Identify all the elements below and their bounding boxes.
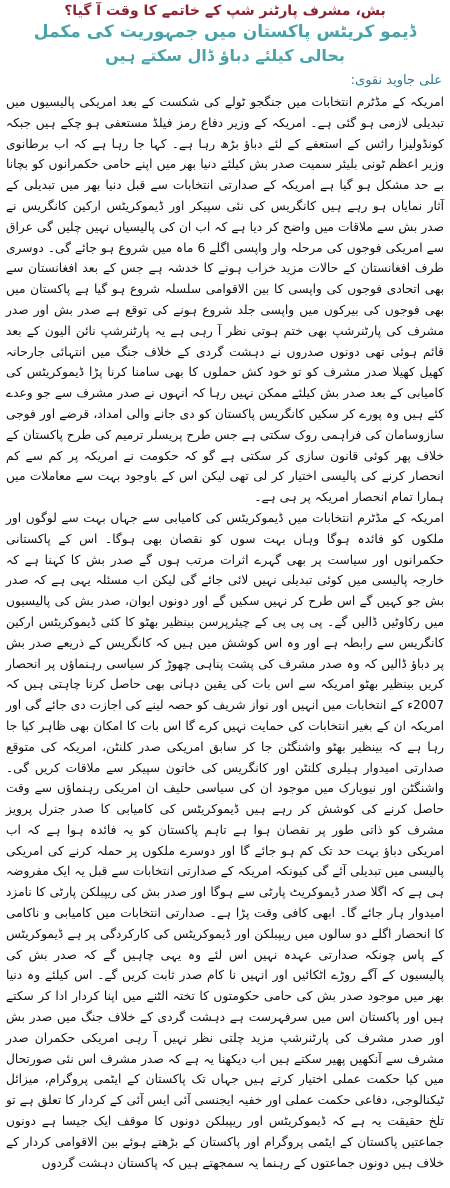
article-kicker: بش، مشرف پارٹنر شپ کے خاتمے کا وقت آ گیا؟ bbox=[64, 3, 386, 19]
article-paragraph-1: امریکہ کے مڈٹرم انتخابات میں جنگجو ٹولے کی شکست کے بعد امریکی پالیسیوں میں تبدیلی لازمی ہو گئی ہے۔ امریکہ کے وزیر دفاع رمز فیلڈ مستعفی ہو چکے ہیں جبکہ کونڈولیزا رائس کے استعفے کے لئے دباؤ بڑھ رہا ہے۔ کہا جا رہا ہے کہ اب برطانوی وزیر اعظم ٹونی بلیئر سمیت صدر بش کیلئے دنیا بھر میں اپنے حامی حکمرانوں کو بچانا بے حد مشکل ہو گیا ہے امریکہ کے صدارتی انتخابات سے قبل دنیا بھر میں تبدیلی کے آثار نمایاں ہو رہے ہیں کانگریس کی نئی سپیکر اور ڈیموکریٹس ارکین کانگریس نے صدر بش سے ملاقات میں واضح کر دیا ہے کہ اب ان کی پالیسیاں نہیں چلیں گی عراق سے امریکی فوجوں کی مرحلہ وار واپسی اگلے 6 ماہ میں شروع ہو جائے گی۔ دوسری طرف افغانستان کے حالات مزید خراب ہونے کا خدشہ ہے جس کے بعد افغانستان سے بھی اتحادی فوجوں کی واپسی کا بین الاقوامی سلسلہ شروع ہو گیا ہے پاکستان میں بھی فوجوں کی بیرکوں میں واپسی جلد شروع ہونے کی توقع ہے صدر بش اور صدر مشرف کی پارٹنرشپ بھی ختم ہوتی نظر آ رہی ہے یہ پارٹنرشپ نائن الیون کے بعد قائم ہوئی تھی دونوں صدروں نے دہشت گردی کے خلاف جنگ میں انتہائی جارحانہ کھیل کھیلا صدر مشرف کو تو خود کش حملوں کا بھی سامنا کرنا پڑا ڈیموکریٹس کی کامیابی کے بعد صدر بش کیلئے ممکن نہیں رہا کہ انہوں نے صدر مشرف سے جو وعدے کئے ہیں وہ پورے کر سکیں کانگریس پاکستان کو دی جانے والی امداد، قرضے اور فوجی سازوسامان کی فراہمی روک سکتی ہے جس طرح پریسلر ترمیم کی طرح پاکستان کے خلاف پھر کوئی قانون سازی کر سکتی ہے گو کہ حکومت نے امریکہ پر کم سے کم انحصار کرنے کی پالیسی اختیار کر لی تھی لیکن اس کے باوجود بہت سے معاملات میں ہمارا تمام انحصار امریکہ پر ہی ہے۔ bbox=[6, 95, 444, 505]
article-paragraph-2: امریکہ کے مڈٹرم انتخابات میں ڈیموکریٹس کی کامیابی سے جہاں بہت سے لوگوں اور ملکوں کو فائدہ ہوگا وہاں بہت سوں کو نقصان بھی ہوگا۔ اس کے پاکستانی حکمرانوں اور سیاست پر بھی گہرے اثرات مرتب ہوں گے صدر بش کا کہنا ہے کہ خارجہ پالیسی میں کوئی تبدیلی نہیں لائی جائے گی لیکن اب مسئلہ یہی ہے کہ صدر بش جو کہیں گے اس طرح کر نہیں سکیں گے اور دونوں ایوان، صدر بش کی پالیسیوں میں رکاوٹیں ڈالیں گے۔ پی پی پی کے چیئرپرسن بینظیر بھٹو کا کئی ڈیموکریٹس ارکین کانگریس سے رابطہ ہے اور وہ اس کوشش میں ہیں کہ کانگریس کے ذریعے صدر بش پر دباؤ ڈالیں کہ وہ صدر مشرف کی پشت پناہی چھوڑ کر سیاسی رہنماؤں پر انحصار کریں بینظیر بھٹو امریکہ سے اس بات کی یقین دہانی بھی حاصل کرنا چاہتی ہیں کہ 2007ء کے انتخابات میں انہیں اور نواز شریف کو حصہ لینے کی اجازت دی جائے گی اور امریکہ ان کے بغیر انتخابات کی حمایت نہیں کرے گا اس بات کا امکان بھی ظاہر کیا جا رہا ہے کہ بینظیر بھٹو واشنگٹن جا کر سابق امریکی صدر کلنٹن، امریکہ کی متوقع صدارتی امیدوار ہیلری کلنٹن اور کانگریس کی خاتون سپیکر سے ملاقات کریں گی۔ واشنگٹن اور نیویارک میں موجود ان کی سیاسی حلیف ان امریکی رہنماؤں سے وقت حاصل کرنے کی کوشش کر رہے ہیں ڈیموکریٹس کی کامیابی کا صدر جنرل پرویز مشرف کو ذاتی طور پر نقصان ہوا ہے تاہم پاکستان کو یہ فائدہ ہوا ہے کہ اب امریکی دباؤ بہت حد تک کم ہو جائے گا اور دوسرے ملکوں پر حملہ کرنے کی امریکی پالیسی میں تبدیلی آئے گی کیونکہ امریکہ کے صدارتی انتخابات سے قبل یہ ایک مفروضہ ہی ہے کہ اگلا صدر ڈیموکریٹ پارٹی سے ہوگا اور صدر بش کی ریپبلکن پارٹی کا نامزد امیدوار ہار جائے گا۔ ابھی کافی وقت پڑا ہے۔ صدارتی انتخابات میں کامیابی و ناکامی کا انحصار اگلے دو سالوں میں ریپبلکن اور ڈیموکریٹس کی کارکردگی پر ہے ڈیموکریٹس کے پاس چونکہ صدارتی عہدہ نہیں اس لئے وہ یہی چاہیں گے کہ صدر بش کی پالیسیوں کے آگے روڑے اٹکائیں اور انہیں نا کام صدر ثابت کریں گے۔ اس کیلئے وہ دنیا بھر میں موجود صدر بش کی حامی حکومتوں کا تختہ الٹنے میں اپنا کردار ادا کر سکتے ہیں اور پاکستان اس میں سرفہرست ہے دہشت گردی کے خلاف جنگ میں صدر بش اور صدر مشرف کی پارٹنرشپ مزید چلتی نظر نہیں آ رہی امریکی حکمران صدر مشرف سے آنکھیں پھیر سکتے ہیں اب دیکھنا یہ ہے کہ صدر مشرف اس نئی صورتحال میں کیا حکمت عملی اختیار کرتے ہیں جہاں تک پاکستان کے ایٹمی پروگرام، میزائل ٹیکنالوجی، دفاعی حکمت عملی اور خفیہ ایجنسی آئی ایس آئی کے کردار کا تعلق ہے تو تلخ حقیقت یہ ہے کہ ڈیموکریٹس اور ریپبلکن دونوں کا موقف ایک جیسا ہے دونوں جماعتیں پاکستان کے ایٹمی پروگرام اور پاکستان کے بڑھتے ہوئے بین الاقوامی کردار کے خلاف ہیں دونوں جماعتوں کے رہنما یہ سمجھتے ہیں کہ پاکستان دہشت گردوں bbox=[6, 510, 444, 1170]
article-headline-line2: بحالی کیلئے دباؤ ڈال سکتے ہیں bbox=[105, 46, 345, 65]
newspaper-article bbox=[0, 2, 450, 1188]
article-headline-line1: ڈیمو کریٹس پاکستان میں جمہوریت کی مکمل bbox=[33, 22, 417, 42]
article-body bbox=[0, 92, 450, 1173]
article-byline: علی جاوید نقوی: bbox=[350, 73, 442, 88]
